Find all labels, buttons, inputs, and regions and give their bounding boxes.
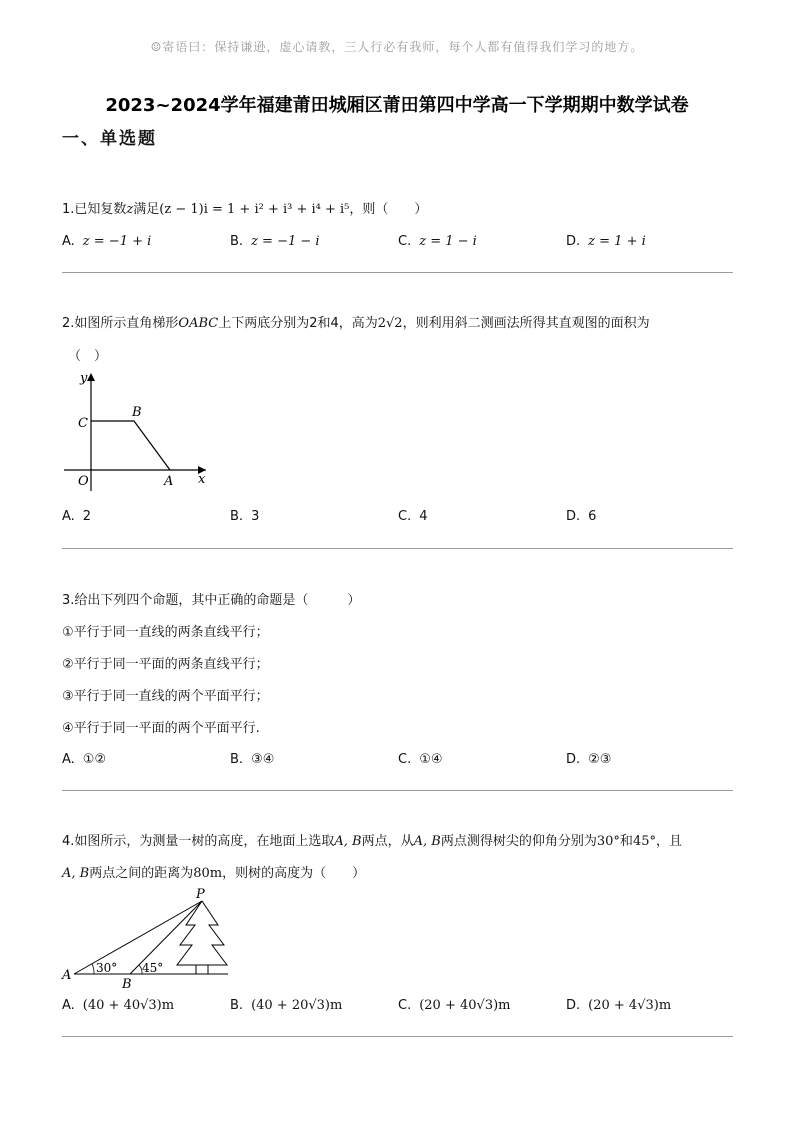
option-label: C. bbox=[398, 234, 412, 249]
q4-ab: A, B bbox=[413, 834, 441, 849]
option-text: z = 1 − i bbox=[419, 234, 477, 249]
label-a: A bbox=[164, 474, 174, 489]
q4-option-a[interactable] bbox=[62, 996, 174, 1016]
q4-option-c[interactable] bbox=[398, 996, 511, 1016]
trapezoid-figure bbox=[60, 365, 220, 495]
question-4-stem bbox=[62, 832, 682, 852]
q2-option-d[interactable] bbox=[566, 507, 596, 527]
angle-arc-a bbox=[92, 964, 94, 974]
q3-option-d[interactable] bbox=[566, 750, 611, 770]
option-label: A. bbox=[62, 509, 75, 524]
q4-ab: A, B bbox=[62, 866, 90, 881]
divider bbox=[62, 790, 733, 791]
tree-shape bbox=[177, 901, 227, 974]
q2-suffix: ，则利用斜二测画法所得其直观图的面积为 bbox=[402, 316, 650, 331]
q3-item-4: ④平行于同一平面的两个平面平行. bbox=[62, 721, 260, 736]
exam-title: 2023~2024学年福建莆田城厢区莆田第四中学高一下学期期中数学试卷 bbox=[105, 95, 689, 116]
q2-name: OABC bbox=[178, 316, 219, 331]
q3-item-1: ①平行于同一直线的两条直线平行； bbox=[62, 625, 269, 640]
option-text: z = 1 + i bbox=[588, 234, 646, 249]
q1-suffix: ，则（ ） bbox=[349, 202, 428, 217]
q4-option-b[interactable] bbox=[230, 996, 342, 1016]
divider bbox=[62, 548, 733, 549]
option-label: B. bbox=[230, 752, 244, 767]
label-p: P bbox=[196, 887, 205, 902]
sight-line-a bbox=[74, 901, 202, 974]
q3-option-c[interactable] bbox=[398, 750, 443, 770]
label-a: A bbox=[62, 968, 72, 983]
trapezoid-outline bbox=[91, 421, 170, 470]
q3-option-a[interactable] bbox=[62, 750, 106, 770]
q4-angle1: 30° bbox=[596, 834, 620, 849]
q1-option-a[interactable] bbox=[62, 232, 151, 252]
option-label: D. bbox=[566, 998, 581, 1013]
divider bbox=[62, 272, 733, 273]
q4-option-d[interactable] bbox=[566, 996, 671, 1016]
option-text: z = −1 + i bbox=[82, 234, 152, 249]
q2-paren: （ ） bbox=[68, 349, 108, 364]
motto-header: ☺寄语曰：保持谦逊，虚心请教，三人行必有我师，每个人都有值得我们学习的地方。 bbox=[150, 40, 644, 54]
q1-var: z bbox=[126, 202, 134, 217]
option-text: (40 + 40√3)m bbox=[82, 998, 175, 1013]
option-text: 4 bbox=[419, 509, 428, 524]
option-label: C. bbox=[398, 998, 412, 1013]
option-label: D. bbox=[566, 234, 581, 249]
option-text: ③④ bbox=[251, 752, 275, 767]
option-label: A. bbox=[62, 234, 75, 249]
option-text: (20 + 4√3)m bbox=[588, 998, 672, 1013]
q2-option-b[interactable] bbox=[230, 507, 259, 527]
q1-option-b[interactable] bbox=[230, 232, 320, 252]
q2-prefix: 2.如图所示直角梯形 bbox=[62, 316, 179, 331]
q4-p4: ，且 bbox=[655, 834, 682, 849]
q3-item-3: ③平行于同一直线的两个平面平行； bbox=[62, 689, 269, 704]
option-label: B. bbox=[230, 234, 244, 249]
option-label: C. bbox=[398, 509, 412, 524]
option-label: A. bbox=[62, 752, 75, 767]
option-text: ②③ bbox=[588, 752, 612, 767]
label-x: x bbox=[198, 472, 206, 487]
q4-and: 和 bbox=[619, 834, 633, 849]
q2-mid: 上下两底分别为2和4，高为 bbox=[218, 316, 378, 331]
label-c: C bbox=[78, 416, 88, 431]
option-text: z = −1 − i bbox=[251, 234, 320, 249]
question-1-stem bbox=[62, 200, 427, 220]
q1-expr: (z − 1)i = 1 + i² + i³ + i⁴ + i⁵ bbox=[159, 202, 350, 217]
q4-angle2: 45° bbox=[632, 834, 656, 849]
option-label: D. bbox=[566, 752, 581, 767]
option-text: 6 bbox=[588, 509, 597, 524]
q4-p1: 4.如图所示，为测量一树的高度，在地面上选取 bbox=[62, 834, 335, 849]
option-text: 3 bbox=[251, 509, 260, 524]
label-b: B bbox=[132, 405, 142, 420]
q4-p3: 两点测得树尖的仰角分别为 bbox=[440, 834, 597, 849]
q2-height: 2√2 bbox=[377, 316, 403, 331]
angle-30-label: 30° bbox=[96, 961, 118, 975]
tree-figure bbox=[60, 885, 240, 990]
label-b: B bbox=[122, 977, 132, 990]
q3-option-b[interactable] bbox=[230, 750, 274, 770]
option-text: 2 bbox=[82, 509, 92, 524]
q4-p2: 两点，从 bbox=[361, 834, 414, 849]
label-o: O bbox=[78, 474, 89, 489]
q2-option-c[interactable] bbox=[398, 507, 428, 527]
q4-l2b: ，则树的高度为（ ） bbox=[222, 866, 366, 881]
option-label: D. bbox=[566, 509, 581, 524]
option-label: B. bbox=[230, 509, 244, 524]
q4-l2a: 两点之间的距离为 bbox=[89, 866, 194, 881]
angle-45-label: 45° bbox=[142, 961, 164, 975]
option-text: (40 + 20√3)m bbox=[251, 998, 343, 1013]
divider bbox=[62, 1036, 733, 1037]
q3-item-2: ②平行于同一平面的两条直线平行； bbox=[62, 657, 269, 672]
q1-option-c[interactable] bbox=[398, 232, 477, 252]
question-4-stem-line2 bbox=[62, 864, 365, 884]
question-3-stem: 3.给出下列四个命题，其中正确的命题是（ ） bbox=[62, 593, 361, 608]
q1-mid: 满足 bbox=[133, 202, 160, 217]
question-2-stem bbox=[62, 314, 650, 334]
option-label: C. bbox=[398, 752, 412, 767]
option-label: B. bbox=[230, 998, 244, 1013]
option-label: A. bbox=[62, 998, 75, 1013]
option-text: (20 + 40√3)m bbox=[419, 998, 511, 1013]
q4-ab: A, B bbox=[334, 834, 362, 849]
q1-prefix: 1.已知复数 bbox=[62, 202, 127, 217]
label-y: y bbox=[80, 371, 88, 386]
q4-dist: 80m bbox=[193, 866, 223, 881]
y-axis-arrow bbox=[87, 373, 95, 381]
sight-line-b bbox=[130, 901, 202, 974]
option-text: ①② bbox=[82, 752, 107, 767]
q2-option-a[interactable] bbox=[62, 507, 91, 527]
section-heading: 一、单选题 bbox=[62, 129, 157, 149]
option-text: ①④ bbox=[419, 752, 443, 767]
q1-option-d[interactable] bbox=[566, 232, 646, 252]
